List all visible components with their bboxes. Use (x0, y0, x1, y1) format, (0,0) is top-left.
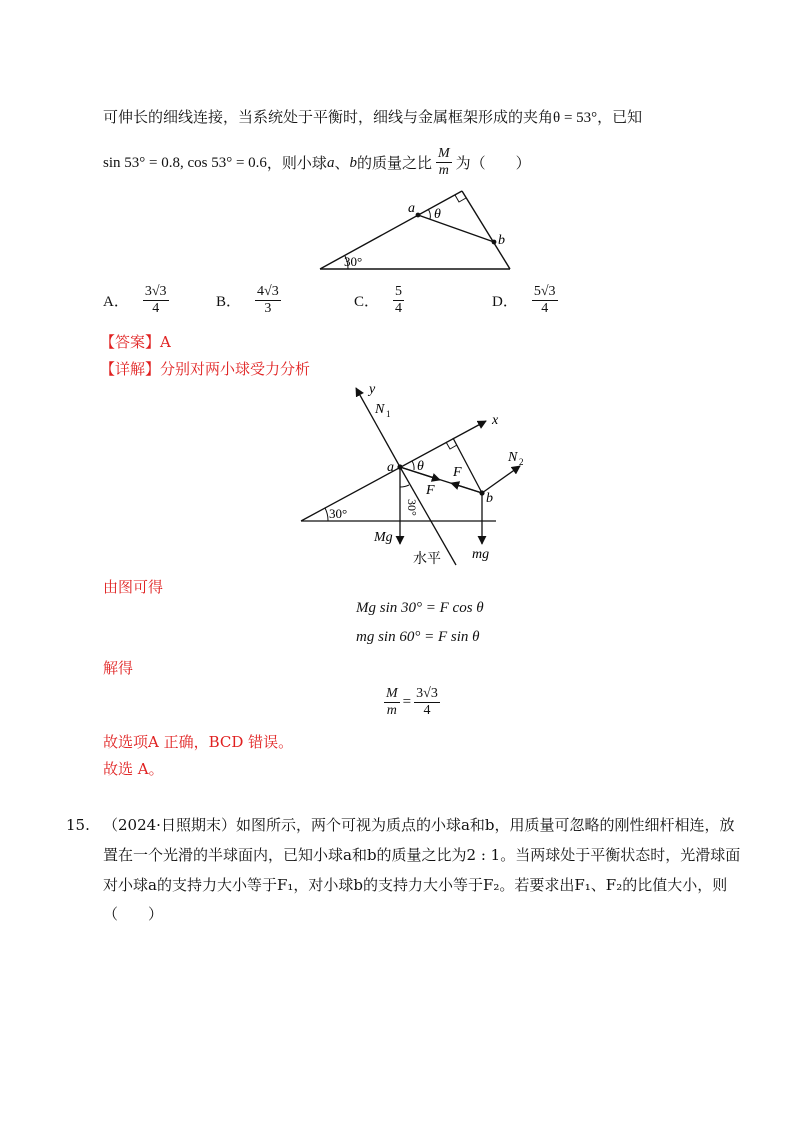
label-a: a (408, 201, 415, 216)
ball-a-dot (416, 213, 421, 218)
q15-line-2: 置在一个光滑的半球面内，已知小球a和b的质量之比为2 : 1。当两球处于平衡状态时，光滑球面 (103, 846, 741, 864)
label-30-2: 30° (329, 506, 348, 521)
thread-line (418, 215, 494, 242)
solve-text: 解得 (103, 659, 134, 677)
label-theta-2: θ (417, 459, 424, 474)
label-Mg: Mg (374, 530, 393, 545)
q15-line-3: 对小球a的支持力大小等于F₁，对小球b的支持力大小等于F₂。若要求出F₁、F₂的比值大小，则 (103, 876, 728, 894)
intro-line-2: sin 53° = 0.8, cos 53° = 0.6 ，则小球 a 、 b 的质量之比 $\frac{M}{m}$ 为（ ） (103, 146, 531, 178)
conclusion-2: 故选 A。 (103, 760, 164, 778)
q15-line-4: （ ） (103, 905, 164, 923)
label-a-2: a (387, 460, 394, 475)
q15-line-1: （2024·日照期末）如图所示，两个可视为质点的小球a和b，用质量可忽略的刚性细杆相连，放 (103, 816, 735, 834)
label-N1-sub: 1 (386, 409, 391, 419)
y-axis (356, 388, 400, 467)
ball-a-dot-2 (397, 464, 402, 469)
force-N2 (482, 466, 520, 493)
option-d: D． $\frac{5√3}{4}$ (492, 284, 556, 316)
option-b: B． $\frac{4√3}{3}$ (216, 284, 279, 316)
incline-line (320, 191, 462, 269)
option-c: C． $\frac{5}{4}$ (354, 284, 403, 316)
label-mg: mg (472, 547, 490, 562)
label-b-2: b (486, 491, 493, 506)
mass-ratio-fraction: $\frac{M}{m}$ (437, 146, 450, 178)
theta-arc (428, 209, 430, 219)
figure-incline-diagram (310, 182, 530, 274)
vertical-side (462, 191, 510, 269)
q15-number: 15. (66, 816, 90, 834)
equation-2: mg sin 60° = F sin θ (356, 629, 480, 645)
label-N2-sub: 2 (519, 457, 524, 467)
equation-1: Mg sin 30° = F cos θ (356, 600, 484, 616)
label-y: y (369, 382, 376, 397)
answer-line: 【答案】A (100, 333, 171, 351)
label-30: 30° (344, 254, 363, 269)
label-F-lower: F (426, 483, 435, 498)
detail-line: 【详解】分别对两小球受力分析 (100, 360, 311, 378)
theta-arc-2 (412, 461, 414, 470)
from-figure-text: 由图可得 (103, 578, 164, 596)
label-N1: N (375, 402, 385, 417)
angle-arc-2 (325, 508, 328, 521)
label-N2: N (508, 450, 518, 465)
angle-arc-30v (400, 485, 409, 487)
label-x: x (492, 413, 499, 428)
label-horizontal: 水平 (413, 552, 441, 567)
ball-b-dot (492, 240, 497, 245)
figure-force-diagram (296, 378, 536, 570)
label-theta: θ (434, 207, 441, 222)
option-a: A． $\frac{3√3}{4}$ (103, 284, 167, 316)
label-F-upper: F (453, 465, 462, 480)
label-b: b (498, 233, 505, 248)
result-equation: $\frac{M}{m}$ = $\frac{3√3}{4}$ (386, 686, 438, 718)
conclusion-1: 故选项A 正确，BCD 错误。 (103, 733, 294, 751)
label-30-vertical: 30° (405, 499, 419, 516)
intro-line-1: 可伸长的细线连接，当系统处于平衡时，细线与金属框架形成的夹角θ = 53°，已知 (103, 108, 643, 126)
ball-b-dot-2 (479, 490, 484, 495)
